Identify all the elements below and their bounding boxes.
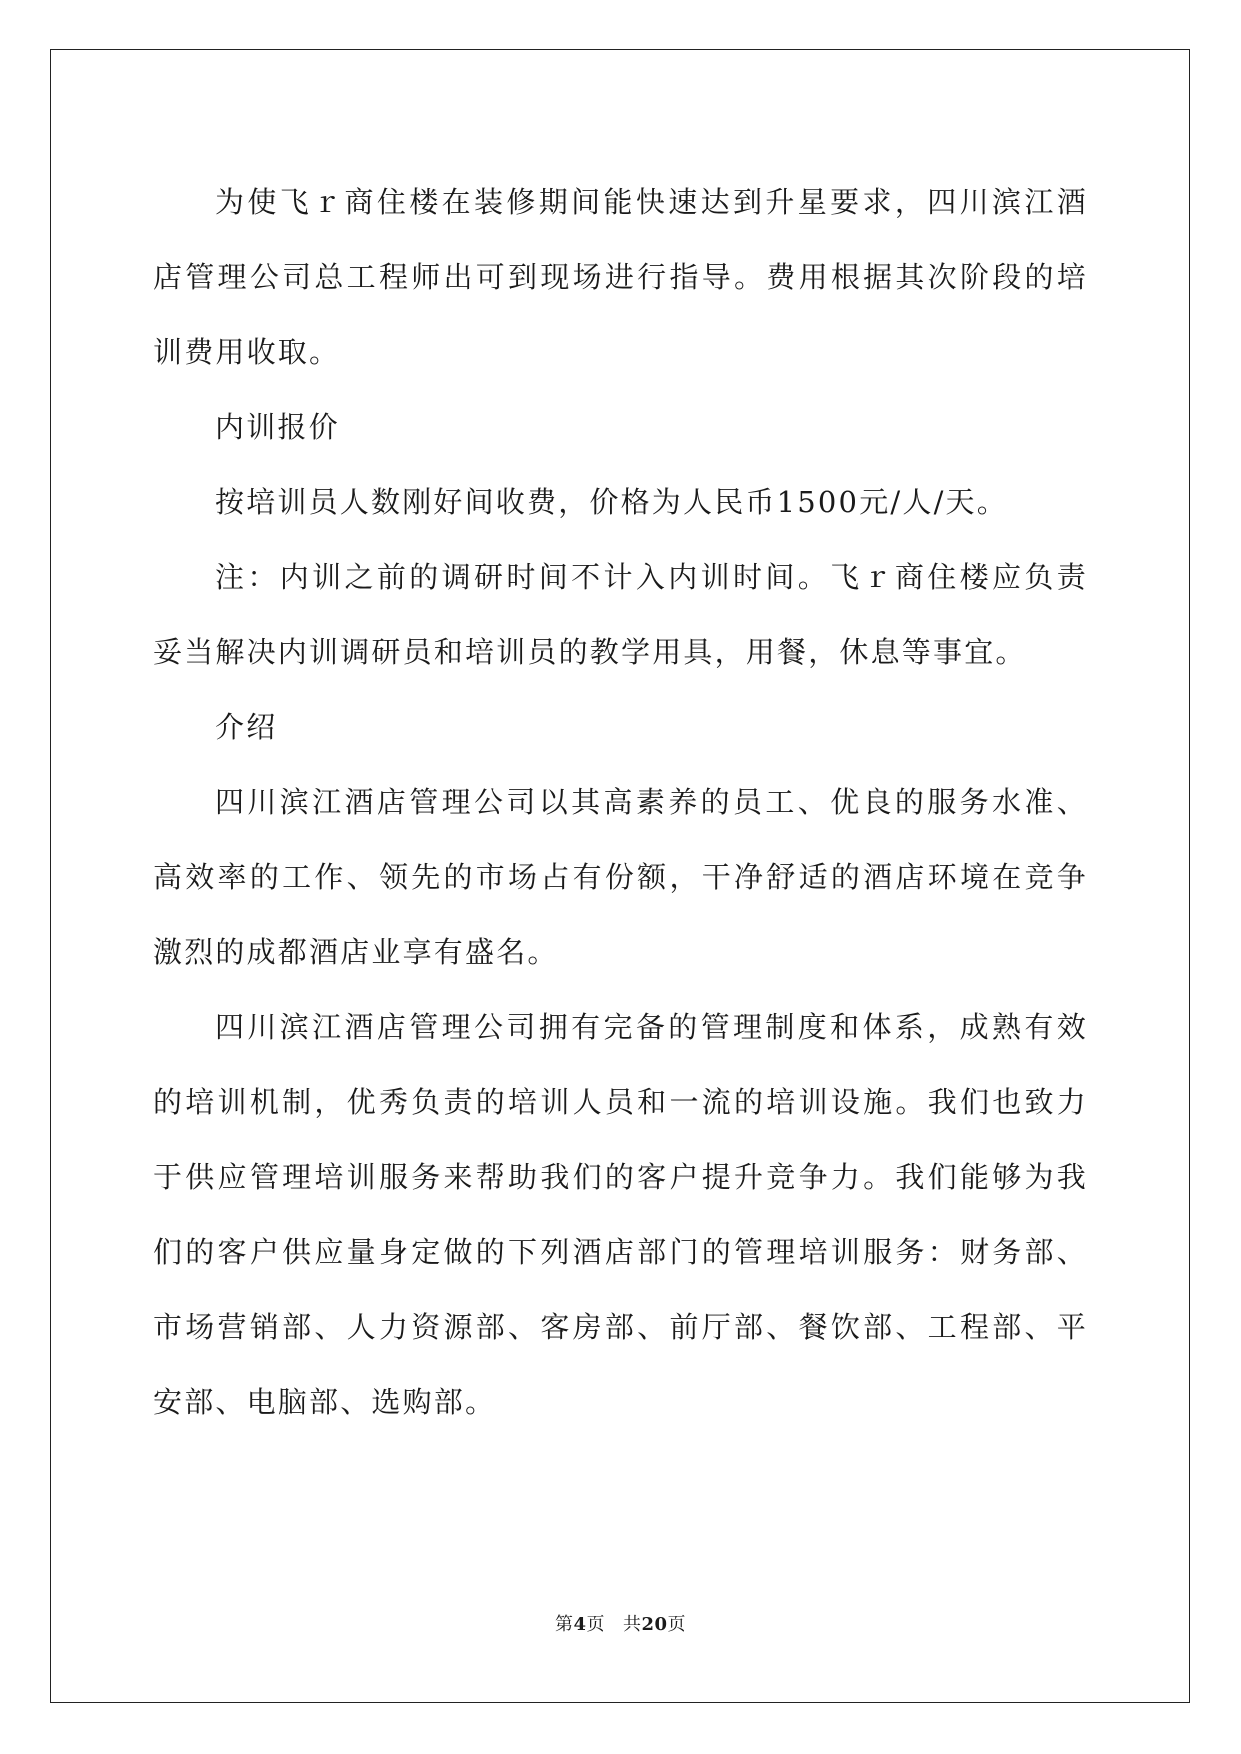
paragraph-pricing: 按培训员人数刚好间收费，价格为人民币1500元/人/天。	[215, 485, 1008, 519]
footer-total-pages: 20	[641, 1614, 668, 1635]
paragraph-company-reputation: 四川滨江酒店管理公司以其高素养的员工、优良的服务水准、高效率的工作、领先的市场占有份额，干净舒适的酒店环境在竞争激烈的成都酒店业享有盛名。	[153, 785, 1088, 969]
footer-total-suffix: 页	[667, 1614, 687, 1635]
heading-internal-training-quote: 内训报价	[215, 410, 340, 444]
heading-introduction: 介绍	[215, 710, 278, 744]
footer-total-prefix: 共	[622, 1614, 642, 1635]
footer-page-number: 4	[573, 1614, 587, 1635]
paragraph-training-services: 四川滨江酒店管理公司拥有完备的管理制度和体系，成熟有效的培训机制，优秀负责的培训人员和一流的培训设施。我们也致力于供应管理培训服务来帮助我们的客户提升竞争力。我们能够为我们的客户供应量身定做的下列酒店部门的管理培训服务：财务部、市场营销部、人力资源部、客房部、前厅部、餐饮部、工程部、平安部、电脑部、选购部。	[153, 1010, 1088, 1419]
footer-page-prefix: 第	[554, 1614, 574, 1635]
page-footer	[0, 1610, 1241, 1636]
paragraph-upgrade-guidance: 为使飞ｒ商住楼在装修期间能快速达到升星要求，四川滨江酒店管理公司总工程师出可到现场进行指导。费用根据其次阶段的培训费用收取。	[153, 185, 1088, 369]
document-body	[153, 165, 1088, 1440]
footer-page-suffix: 页	[586, 1614, 605, 1635]
paragraph-note: 注：内训之前的调研时间不计入内训时间。飞ｒ商住楼应负责妥当解决内训调研员和培训员的教学用具，用餐，休息等事宜。	[153, 560, 1088, 669]
